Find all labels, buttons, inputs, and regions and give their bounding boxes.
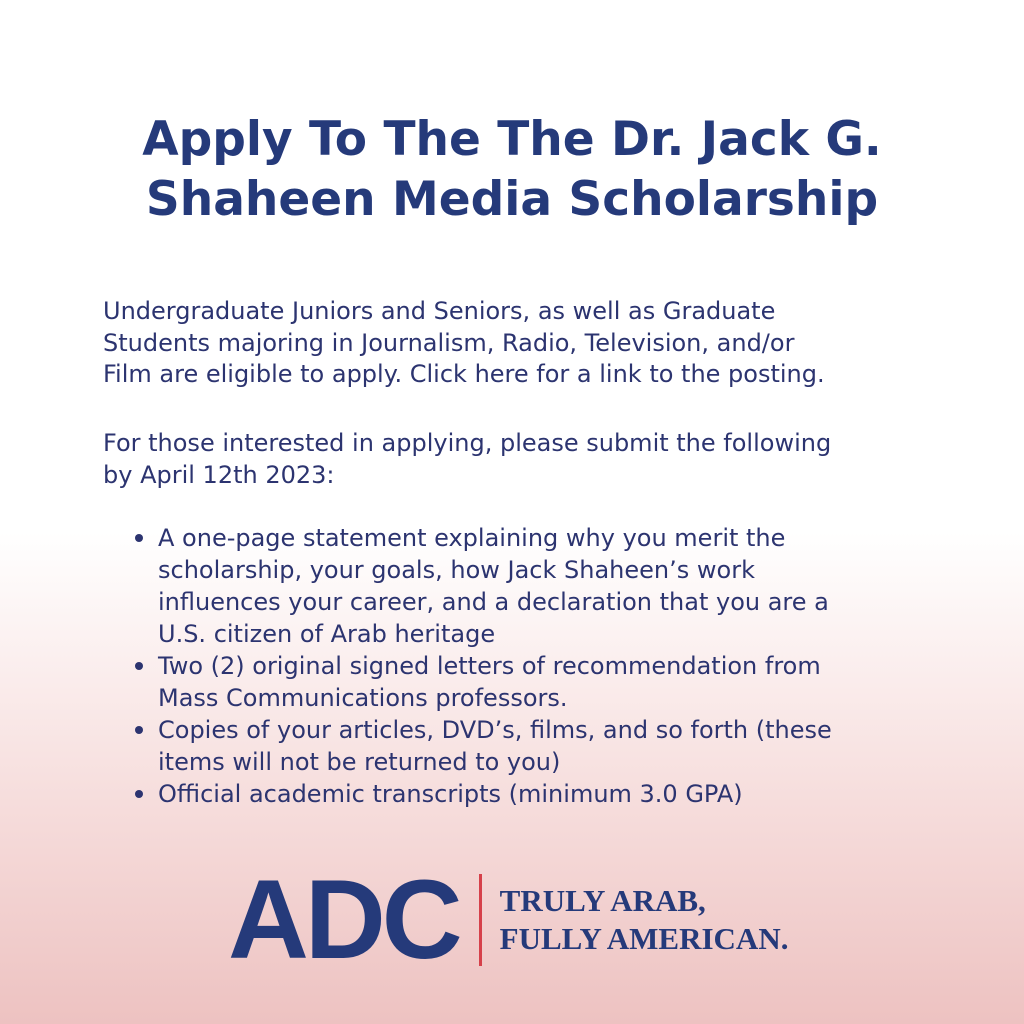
requirement-line: Official academic transcripts (minimum 3.0 GPA) — [158, 780, 743, 808]
logo-divider — [479, 874, 482, 966]
requirement-line: scholarship, your goals, how Jack Shaheen’s work — [158, 556, 755, 584]
requirement-line: Two (2) original signed letters of recommendation from — [158, 652, 821, 680]
submission-line: by April 12th 2023: — [103, 460, 335, 489]
submission-line: For those interested in applying, please submit the following — [103, 429, 832, 457]
title-line-1: Apply To The The Dr. Jack G. — [142, 112, 882, 167]
eligibility-line: Undergraduate Juniors and Seniors, as well as Graduate — [103, 297, 776, 325]
bullet-icon — [135, 726, 143, 734]
bullet-icon — [135, 662, 143, 670]
tagline-line-1: TRULY ARAB, — [499, 883, 706, 918]
requirements-list — [135, 522, 832, 810]
page-title — [60, 110, 964, 230]
bullet-icon — [135, 790, 143, 798]
requirement-line: Copies of your articles, DVD’s, films, and so forth (these — [158, 716, 832, 744]
eligibility-paragraph — [103, 296, 933, 391]
requirement-line: items will not be returned to you) — [158, 748, 561, 776]
requirement-statement — [135, 522, 832, 650]
eligibility-line: Students majoring in Journalism, Radio, Television, and/or — [103, 328, 795, 357]
requirement-letters — [135, 650, 832, 714]
requirement-line: Mass Communications professors. — [158, 684, 568, 712]
adc-logo-mark: ADC — [228, 857, 459, 982]
requirement-copies — [135, 714, 832, 778]
bullet-icon — [135, 534, 143, 542]
tagline-line-2: FULLY AMERICAN. — [499, 921, 789, 956]
requirement-line: A one-page statement explaining why you merit the — [158, 524, 786, 552]
requirement-transcripts — [135, 778, 832, 810]
requirement-line: influences your career, and a declaration that you are a — [158, 588, 829, 616]
title-line-2: Shaheen Media Scholarship — [145, 172, 879, 227]
requirement-line: U.S. citizen of Arab heritage — [158, 620, 496, 648]
adc-logo — [228, 857, 789, 982]
logo-tagline — [500, 882, 789, 958]
submission-paragraph — [103, 428, 933, 491]
eligibility-line: Film are eligible to apply. Click here for a link to the posting. — [103, 360, 825, 388]
